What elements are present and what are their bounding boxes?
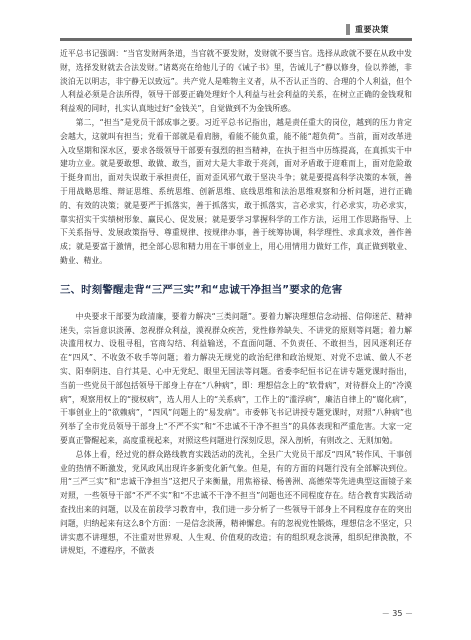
page-number: － 35 － bbox=[381, 609, 413, 618]
header-section-tag: 重要决策 bbox=[355, 25, 389, 34]
paragraph: 总体上看，经过党的群众路线教育实践活动的洗礼，全县广大党员干部反“四风”转作风、干事创业的热情不断激发，党风政风出现许多新变化新气象。但是，有的方面的问题行没有全部解决到位。用“三严三实”和“忠诚干净担当”这把尺子来衡量，用焦裕禄、杨善洲、高德荣等先进典型这面镜子来对照，一些领导干部“不严不实”和“不忠诚不干净不担当”问题也还不同程度存在。结合教育实践活动查找出来的问题，以及在前段学习教育中，我们进一步分析了一些领导干部身上不同程度存在的突出问题，归纳起来有这么8个方面：一是信念淡薄，精神懈怠。有的忽视党性锻炼，理想信念不坚定，只讲实惠不讲理想，不注重对世界观、人生观、价值观的改造；有的组织观念淡薄，组织纪律涣散，不讲规矩，不遵程序，不做表 bbox=[60, 449, 412, 556]
header-rule bbox=[60, 38, 412, 41]
paragraph: 中央要求干部要为政清廉，要着力解决“三类问题”。要着力解决理想信念动摇、信仰迷茫、精神迷失，宗旨意识淡薄、忽视群众利益，漠视群众疾苦，党性修养缺失、不讲党的原则等问题；着力解决滥用权力、设租寻租，官商勾结、利益输送，不直面问题、不负责任、不敢担当，因风逐利还存在“四风”、不收敛不收手等问题；着力解决无规党的政治纪律和政治规矩、对党不忠诚、做人不老实、阳奉阴违、自行其是、心中无党纪、眼里无国法等问题。省委李纪恒书记在讲专题党课时指出，当前一些党员干部包括领导干部身上存在“八种病”，即：理想信念上的“软骨病”，对待群众上的“冷漠病”，观察用权上的“搅权病”，选人用人上的“关系病”，工作上的“滥浮病”，廉洁自律上的“腐化病”，干事创业上的“欲赖病”，“四风”问题上的“易发病”。市委韩飞书记讲授专题党课时，对照“八种病”也列举了全市党员领导干部身上“不严不实”和“不忠诚不干净不担当”的具体表现和严重危害。大家一定要真正警醒起来，高度重视起来，对照这些问题进行深刻反思，深入剖析，有则改之、无则加勉。 bbox=[60, 311, 412, 445]
header-tag-marker bbox=[346, 24, 350, 35]
section-heading: 三、时刻警醒走背“三严三实”和“忠诚干净担当”要求的危害 bbox=[60, 283, 343, 296]
body-text bbox=[60, 47, 412, 558]
paragraph: 近平总书记强调：“当官发财两条道，当官就不要发财，发财就不要当官。选择从政就不要在从政中发财，选择发财就去合法发财。”诸葛亮在给他儿子的《诫子书》里，告诫儿子“静以修身，俭以养德，非淡泊无以明志，非宁静无以致远”。共产党人是唯物主义者，从不否认正当的、合理的个人利益，但个人利益必须是合法所得，领导干部要正确处理好个人利益与社会利益的关系，在树立正确的金钱观和利益观的同时，扎实认真地过好“金钱关”，自觉做到不为金钱所惑。 bbox=[60, 49, 412, 114]
paragraph: 第二，“担当”是党员干部成事之要。习近平总书记指出，越是责任重大的岗位，越到的压力肯定会越大，这就叫有担当；党看干部就是看肩膀，看能不能负重，能不能“超负荷”。当前，面对改革进入攻坚期和深水区，要求各级领导干部要有强烈的担当精神，在执于担当中历练提高，在真抓实干中建功立业。就是要敢想、敢做、敢当，面对大是大非敢于亮剑，面对矛盾敢于迎难而上，面对危险敢于挺身而出，面对失误敢于承担责任，面对歪风邪气敢于坚决斗争；就是要提高科学决策的本领，善于用战略思维、辩证思维、系统思维、创新思维、底线思维和法治思维观察和分析问题，进行正确的、有效的决策；就是要严于抓落实，善于抓落实，敢于抓落实，言必求实，行必求实，功必求实，靠实招实干实绩树形象、赢民心、促发展；就是要学习掌握科学的工作方法，运用工作思路指导、上下关系指导、发展政策指导、尊重规律、按规律办事，善于统筹协调，科学理性、求真求效，善作善成；就是要富于激情，把全部心思和精力用在干事创业上，用心用情用力做好工作，真正做到敬业、勤业、精业。 bbox=[60, 117, 412, 265]
